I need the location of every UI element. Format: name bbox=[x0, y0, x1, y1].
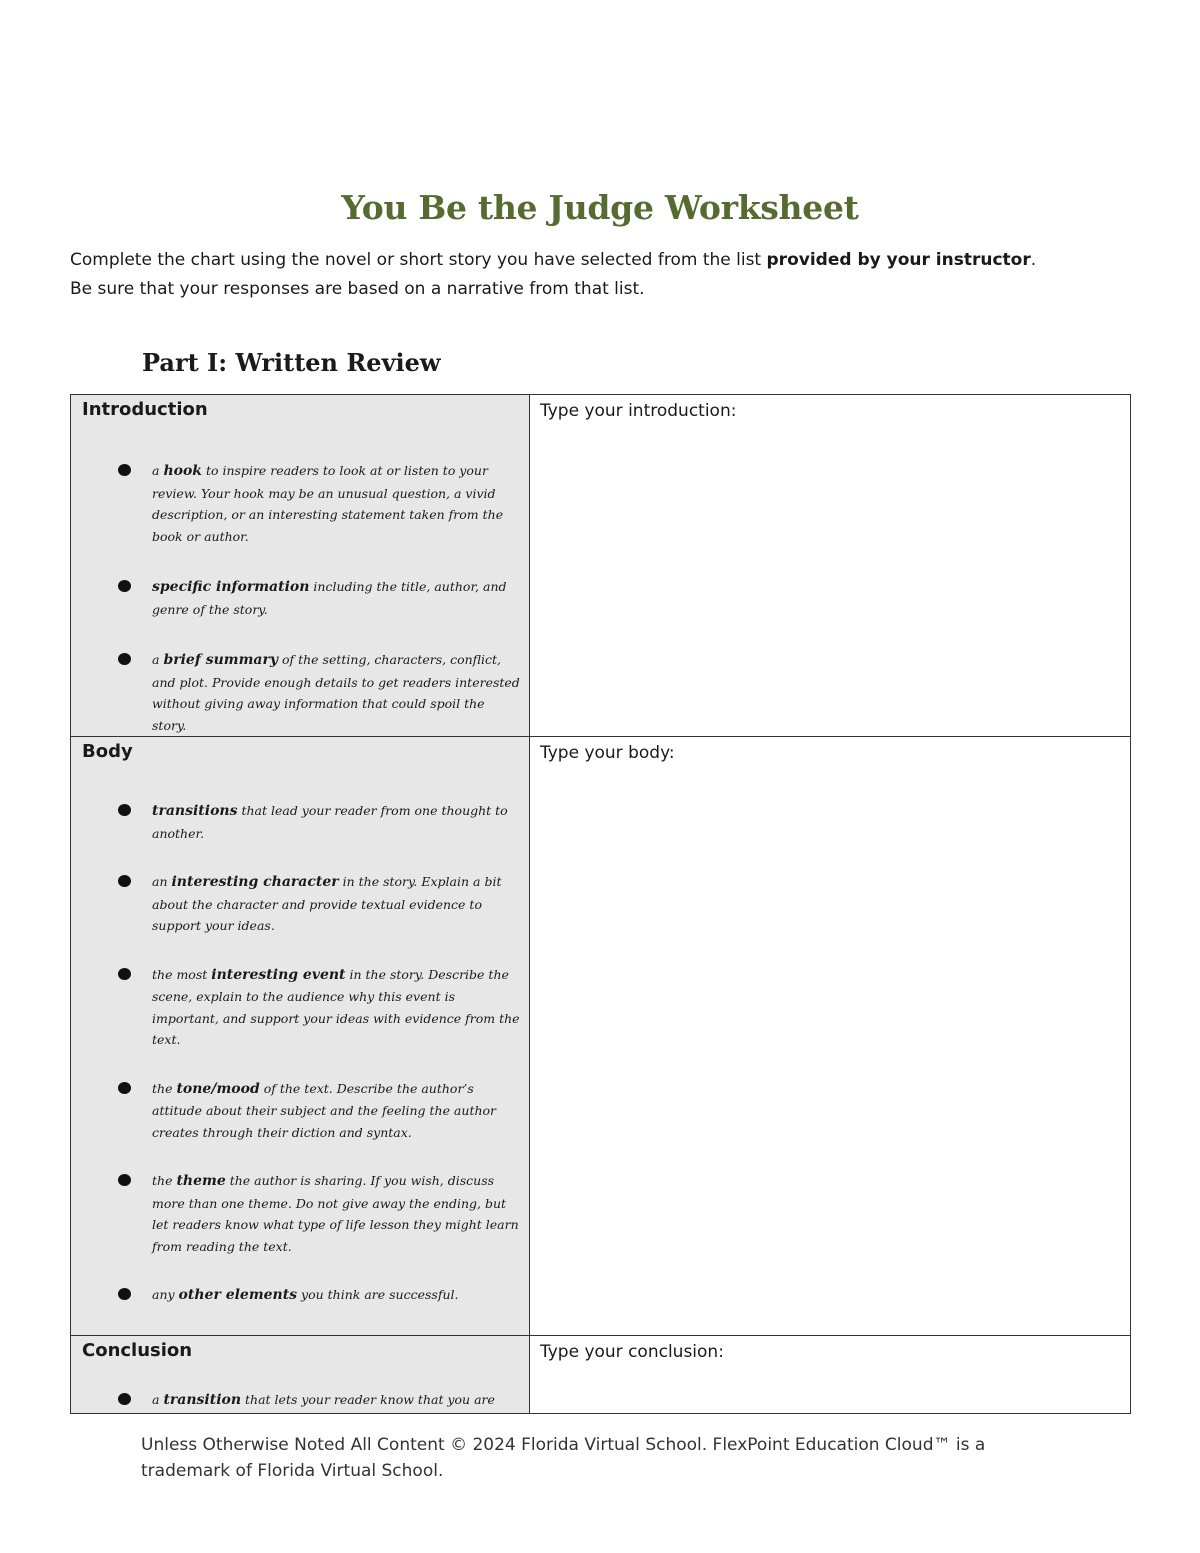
part-heading: Part I: Written Review bbox=[142, 348, 441, 377]
conclusion-bullet-list bbox=[71, 1389, 529, 1412]
conclusion-bullet-item bbox=[152, 1389, 520, 1412]
bullet-icon bbox=[118, 968, 131, 980]
bullet-text: of the text. Describe the author’s attitude about their subject and the feeling the author creates through their diction and syntax. bbox=[152, 1080, 497, 1140]
introduction-bullet-item bbox=[152, 649, 520, 736]
introduction-placeholder: Type your introduction: bbox=[540, 401, 737, 421]
conclusion-placeholder: Type your conclusion: bbox=[540, 1342, 724, 1362]
introduction-bullet-item bbox=[152, 576, 520, 620]
bullet-keyword: interesting character bbox=[171, 874, 339, 890]
instructions bbox=[70, 246, 1130, 304]
bullet-text: that lead your reader from one thought to another. bbox=[152, 803, 508, 841]
conclusion-row bbox=[71, 1336, 1131, 1414]
body-bullet-item bbox=[152, 964, 520, 1051]
introduction-bullet-list bbox=[71, 460, 529, 736]
body-bullet-item bbox=[152, 1284, 520, 1307]
instructions-line-1 bbox=[70, 246, 1130, 275]
bullet-text: including the title, author, and genre of the story. bbox=[152, 579, 507, 617]
bullet-keyword: tone/mood bbox=[176, 1080, 260, 1097]
body-placeholder: Type your body: bbox=[540, 743, 675, 763]
bullet-text: the author is sharing. If you wish, discuss more than one theme. Do not give away the ending, but let readers know what type of life lesson they might learn from reading the text. bbox=[152, 1173, 519, 1254]
copyright-footer bbox=[141, 1432, 1041, 1484]
body-bullet-item bbox=[152, 1170, 520, 1257]
bullet-icon bbox=[118, 464, 131, 476]
bullet-icon bbox=[118, 875, 131, 887]
body-response-field[interactable] bbox=[530, 737, 1131, 1336]
bullet-text: in the story. Explain a bit about the character and provide textual evidence to support your ideas. bbox=[152, 874, 502, 933]
body-guidance-cell bbox=[71, 737, 530, 1336]
bullet-icon bbox=[118, 580, 131, 592]
introduction-guidance-cell bbox=[71, 395, 530, 737]
bullet-keyword: interesting event bbox=[211, 966, 346, 983]
introduction-heading: Introduction bbox=[82, 399, 208, 420]
introduction-response-field[interactable] bbox=[530, 395, 1131, 737]
instructions-line-2: Be sure that your responses are based on a narrative from that list. bbox=[70, 279, 645, 299]
bullet-keyword: transitions bbox=[152, 803, 238, 819]
bullet-text-lead: an bbox=[152, 874, 172, 889]
bullet-keyword: specific information bbox=[152, 579, 310, 595]
footer-line-2: trademark of Florida Virtual School. bbox=[141, 1461, 444, 1481]
bullet-text-lead: the bbox=[152, 1173, 177, 1188]
bullet-keyword: transition bbox=[163, 1392, 242, 1408]
page-title: You Be the Judge Worksheet bbox=[341, 188, 859, 227]
bullet-text: you think are successful. bbox=[297, 1287, 459, 1302]
body-bullet-item bbox=[152, 1078, 520, 1144]
bullet-icon bbox=[118, 804, 131, 816]
bullet-text-lead: any bbox=[152, 1287, 179, 1302]
bullet-keyword: hook bbox=[163, 463, 202, 479]
bullet-icon bbox=[118, 1288, 131, 1300]
bullet-icon bbox=[118, 1393, 131, 1405]
bullet-text-lead: the bbox=[152, 1080, 177, 1096]
conclusion-response-field[interactable] bbox=[530, 1336, 1131, 1414]
introduction-bullet-item bbox=[152, 460, 520, 547]
bullet-text: in the story. Describe the scene, explain to the audience why this event is important, and support your ideas with evidence from the text. bbox=[152, 966, 520, 1047]
body-bullet-list bbox=[71, 800, 529, 1307]
bullet-icon bbox=[118, 653, 131, 665]
body-bullet-item bbox=[152, 871, 520, 937]
bullet-text-lead: a bbox=[152, 1392, 164, 1407]
review-chart bbox=[70, 394, 1131, 1414]
bullet-keyword: brief summary bbox=[163, 652, 278, 668]
bullet-icon bbox=[118, 1174, 131, 1186]
introduction-row bbox=[71, 395, 1131, 737]
instructions-period: . bbox=[1030, 250, 1037, 270]
bullet-icon bbox=[118, 1082, 131, 1094]
body-heading: Body bbox=[82, 741, 133, 762]
bullet-keyword: other elements bbox=[178, 1287, 298, 1303]
bullet-text-lead: the most bbox=[152, 966, 212, 982]
bullet-text-lead: a bbox=[152, 652, 164, 667]
conclusion-heading: Conclusion bbox=[82, 1340, 193, 1361]
footer-line-1: Unless Otherwise Noted All Content © 2024 Florida Virtual School. FlexPoint Education Cloud™ is a bbox=[141, 1435, 986, 1455]
body-row bbox=[71, 737, 1131, 1336]
instructions-text: Complete the chart using the novel or short story you have selected from the list bbox=[70, 250, 767, 270]
bullet-keyword: theme bbox=[176, 1173, 226, 1189]
bullet-text: of the setting, characters, conflict, and plot. Provide enough details to get readers interested without giving away information that could spoil the story. bbox=[152, 652, 520, 733]
body-bullet-item bbox=[152, 800, 520, 844]
instructions-emphasis: provided by your instructor bbox=[766, 250, 1031, 270]
bullet-text: to inspire readers to look at or listen to your review. Your hook may be an unusual question, a vivid description, or an interesting statement taken from the book or author. bbox=[152, 463, 504, 544]
conclusion-guidance-cell bbox=[71, 1336, 530, 1414]
bullet-text: that lets your reader know that you are bbox=[241, 1392, 495, 1407]
bullet-text-lead: a bbox=[152, 463, 164, 478]
